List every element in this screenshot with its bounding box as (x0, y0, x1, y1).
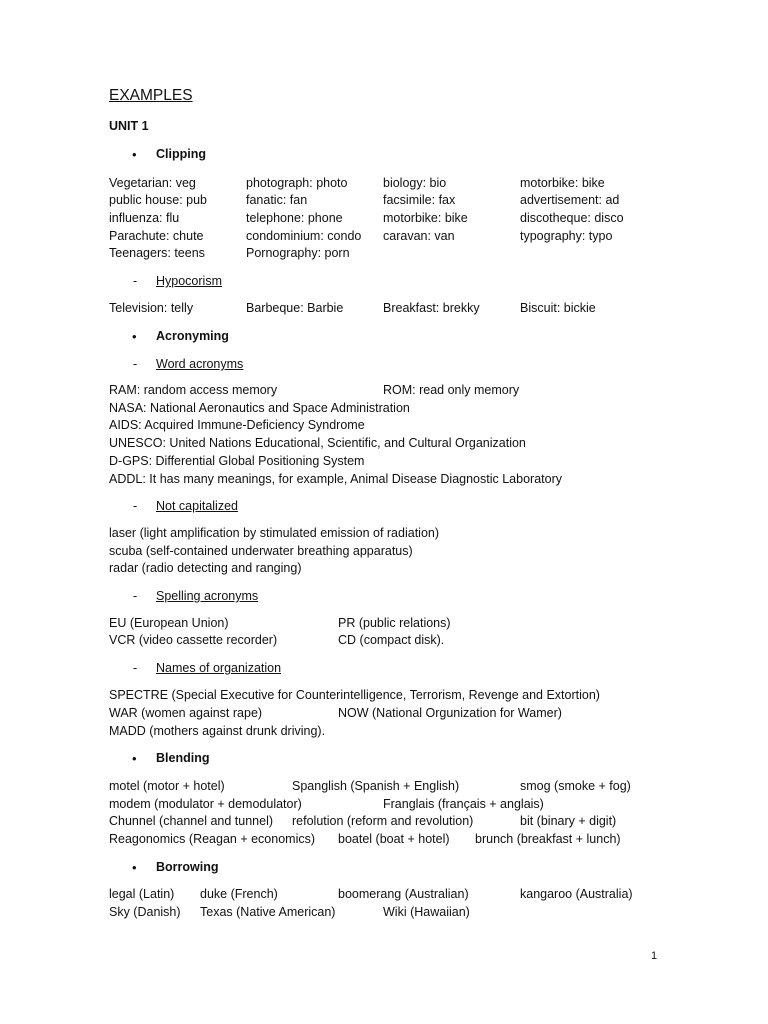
clipping-cell: caravan: van (383, 229, 455, 243)
blending-cell: motel (motor + hotel) (109, 779, 225, 793)
hypocorism-cell: Television: telly (109, 301, 194, 315)
acronym-line: MADD (mothers against drunk driving). (109, 724, 326, 738)
blending-cell: Franglais (français + anglais) (383, 797, 544, 811)
bullet-marker: • (132, 147, 137, 162)
borrowing-cell: legal (Latin) (109, 887, 175, 901)
blending-cell: boatel (boat + hotel) (338, 832, 450, 846)
dash-marker: - (133, 274, 138, 288)
hypocorism-heading: Hypocorism (156, 274, 222, 288)
blending-cell: Reagonomics (Reagan + economics) (109, 832, 316, 846)
hypocorism-cell: Breakfast: brekky (383, 301, 480, 315)
borrowing-cell: kangaroo (Australia) (520, 887, 633, 901)
spelling-acronyms-heading: Spelling acronyms (156, 589, 259, 603)
clipping-cell: Teenagers: teens (109, 246, 205, 260)
clipping-cell: fanatic: fan (246, 193, 308, 207)
acronym-line: radar (radio detecting and ranging) (109, 561, 302, 575)
acronym-line: scuba (self-contained underwater breathing apparatus) (109, 544, 413, 558)
acronym-line: AIDS: Acquired Immune-Deficiency Syndrome (109, 418, 365, 432)
borrowing-cell: Sky (Danish) (109, 905, 181, 919)
clipping-heading: Clipping (156, 147, 206, 161)
word-acronyms-heading: Word acronyms (156, 357, 244, 371)
acronym-line: D-GPS: Differential Global Positioning System (109, 454, 365, 468)
hypocorism-cell: Biscuit: bickie (520, 301, 596, 315)
blending-cell: bit (binary + digit) (520, 814, 617, 828)
clipping-cell: influenza: flu (109, 211, 180, 225)
page-number: 1 (651, 950, 658, 962)
blending-cell: refolution (reform and revolution) (292, 814, 474, 828)
dash-marker: - (133, 499, 138, 513)
blending-cell: modem (modulator + demodulator) (109, 797, 302, 811)
bullet-marker: • (132, 860, 137, 875)
clipping-cell: public house: pub (109, 193, 207, 207)
unit-heading: UNIT 1 (109, 119, 149, 133)
clipping-cell: facsimile: fax (383, 193, 456, 207)
acronym-line: ADDL: It has many meanings, for example, Animal Disease Diagnostic Laboratory (109, 472, 562, 486)
clipping-cell: biology: bio (383, 176, 447, 190)
clipping-cell: photograph: photo (246, 176, 348, 190)
clipping-cell: Pornography: porn (246, 246, 350, 260)
blending-cell: Spanglish (Spanish + English) (292, 779, 460, 793)
acronym-line: EU (European Union) (109, 616, 229, 630)
clipping-cell: condominium: condo (246, 229, 362, 243)
borrowing-cell: Wiki (Hawaiian) (383, 905, 470, 919)
dash-marker: - (133, 589, 138, 603)
dash-marker: - (133, 661, 138, 675)
names-of-organization-heading: Names of organization (156, 661, 282, 675)
dash-marker: - (133, 357, 138, 371)
acronym-line: CD (compact disk). (338, 633, 445, 647)
clipping-cell: telephone: phone (246, 211, 343, 225)
bullet-marker: • (132, 751, 137, 766)
acronym-line: WAR (women against rape) (109, 706, 263, 720)
clipping-cell: motorbike: bike (520, 176, 605, 190)
acronym-line: laser (light amplification by stimulated emission of radiation) (109, 526, 440, 540)
clipping-cell: advertisement: ad (520, 193, 620, 207)
blending-cell: smog (smoke + fog) (520, 779, 631, 793)
borrowing-cell: boomerang (Australian) (338, 887, 469, 901)
bullet-marker: • (132, 329, 137, 344)
acronym-line: PR (public relations) (338, 616, 451, 630)
acronym-line: RAM: random access memory (109, 383, 278, 397)
acronyming-heading: Acronyming (156, 329, 229, 343)
borrowing-cell: duke (French) (200, 887, 278, 901)
borrowing-cell: Texas (Native American) (200, 905, 336, 919)
acronym-line: UNESCO: United Nations Educational, Scientific, and Cultural Organization (109, 436, 526, 450)
clipping-cell: Vegetarian: veg (109, 176, 196, 190)
acronym-line: VCR (video cassette recorder) (109, 633, 278, 647)
page-title: EXAMPLES (109, 87, 193, 104)
blending-cell: Chunnel (channel and tunnel) (109, 814, 274, 828)
acronym-line: NOW (National Orgunization for Wamer) (338, 706, 562, 720)
hypocorism-cell: Barbeque: Barbie (246, 301, 344, 315)
acronym-line: NASA: National Aeronautics and Space Administration (109, 401, 410, 415)
clipping-cell: typography: typo (520, 229, 613, 243)
blending-cell: brunch (breakfast + lunch) (475, 832, 621, 846)
not-capitalized-heading: Not capitalized (156, 499, 238, 513)
clipping-cell: discotheque: disco (520, 211, 624, 225)
acronym-line: SPECTRE (Special Executive for Counterintelligence, Terrorism, Revenge and Extortion) (109, 688, 600, 702)
acronym-line: ROM: read only memory (383, 383, 520, 397)
blending-heading: Blending (156, 751, 210, 765)
clipping-cell: Parachute: chute (109, 229, 204, 243)
borrowing-heading: Borrowing (156, 860, 219, 874)
clipping-cell: motorbike: bike (383, 211, 468, 225)
